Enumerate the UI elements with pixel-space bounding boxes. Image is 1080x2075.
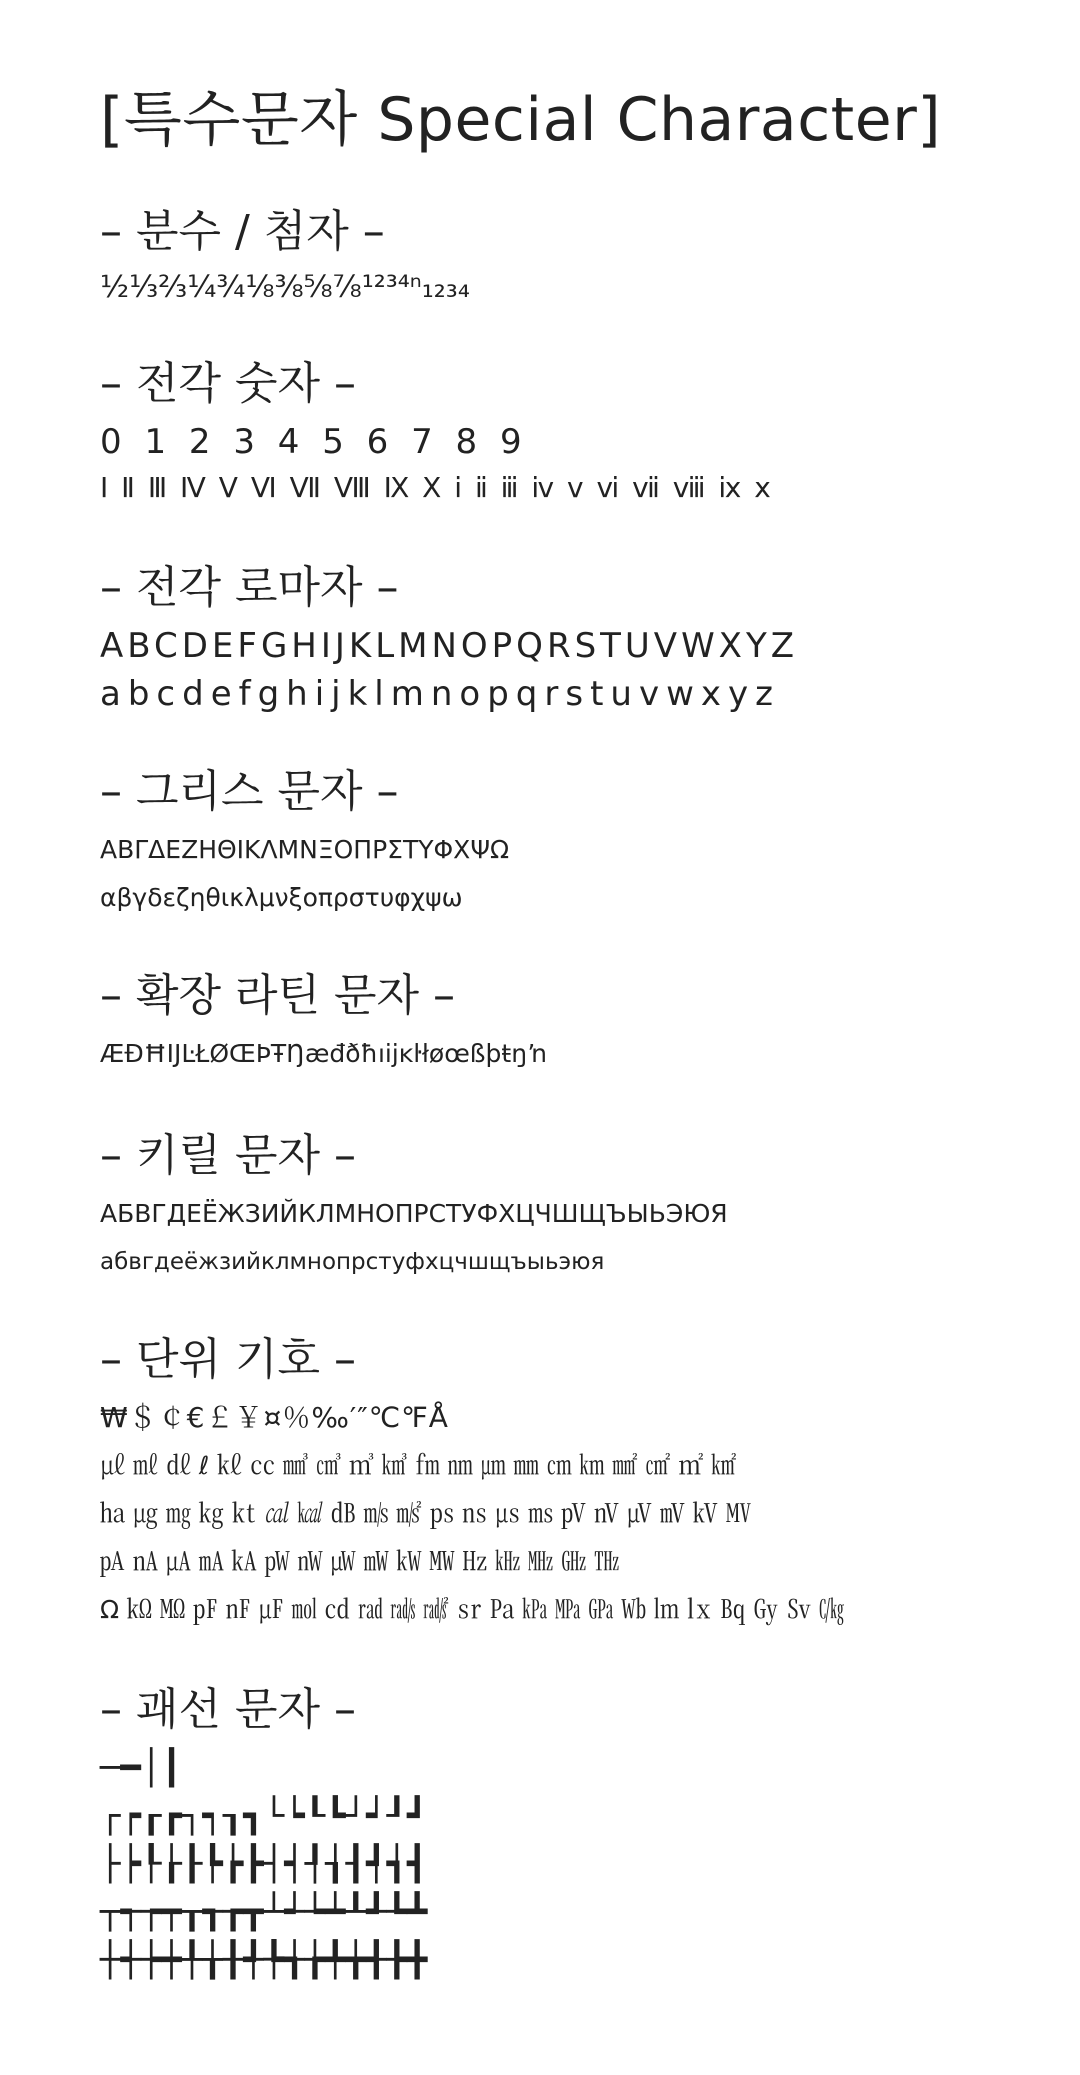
uppercase-greek-glyphs: ΑΒΓΔΕΖΗΘΙΚΛΜΝΞΟΠΡΣΤΥΦΧΨΩ bbox=[100, 835, 510, 864]
uppercase-latin-glyphs: ABCDEFGHIJKLMNOPQRSTUVWXYZ bbox=[100, 626, 799, 666]
extended-latin-glyphs: ÆÐĦĲĿŁØŒÞŦŊæđðħıĳĸŀłøœßþŧŋŉ bbox=[100, 1039, 548, 1068]
section-heading-extended-latin: – 확장 라틴 문자 – bbox=[100, 970, 455, 1021]
misc-scientific-unit-glyphs: Ω ㏀ ㏁ ㎊ ㎋ ㎌ ㏖ ㏅ ㎭ ㎮ ㎯ ㏛ ㎩ ㎪ ㎫ ㎬ ㏝ ㏐ ㏓ ㏃ ㏉ ㏜ ㏆ bbox=[100, 1595, 844, 1624]
section-fractions bbox=[100, 206, 470, 310]
lowercase-latin-glyphs: abcdefghijklmnopqrstuvwxyz bbox=[100, 674, 780, 714]
section-fullwidth-numbers bbox=[100, 358, 773, 510]
page-title: [특수문자 Special Character] bbox=[100, 85, 942, 155]
box-side-tee-glyphs: ├┝┞┟┠┡┢┣┤┥┦┧┨┩┪┫ bbox=[100, 1844, 428, 1884]
section-box-drawing bbox=[100, 1684, 428, 1984]
section-heading-unit-symbols: – 단위 기호 – bbox=[100, 1334, 356, 1385]
section-cyrillic bbox=[100, 1130, 728, 1286]
section-heading-greek: – 그리스 문자 – bbox=[100, 766, 399, 817]
uppercase-cyrillic-glyphs: АБВГДЕЁЖЗИЙКЛМНОПРСТУФХЦЧШЩЪЫЬЭЮЯ bbox=[100, 1199, 728, 1228]
fraction-glyphs: ½⅓⅔¼¾⅛⅜⅝⅞¹²³⁴ⁿ₁₂₃₄ bbox=[100, 270, 470, 305]
section-unit-symbols bbox=[100, 1334, 844, 1634]
lowercase-cyrillic-glyphs: абвгдеёжзийклмнопрстуфхцчшщъыьэюя bbox=[100, 1249, 605, 1275]
section-heading-fullwidth-roman: – 전각 로마자 – bbox=[100, 562, 399, 613]
section-heading-fullwidth-numbers: – 전각 숫자 – bbox=[100, 358, 356, 409]
section-fullwidth-roman bbox=[100, 562, 798, 718]
roman-numeral-glyphs: Ⅰ Ⅱ Ⅲ Ⅳ Ⅴ Ⅵ Ⅶ Ⅷ Ⅸ Ⅹ ⅰ ⅱ ⅲ ⅳ ⅴ ⅵ ⅶ ⅷ ⅸ ⅹ bbox=[100, 471, 773, 504]
digit-glyphs: 0 1 2 3 4 5 6 7 8 9 bbox=[100, 422, 528, 462]
volume-length-unit-glyphs: ㎕ ㎖ ㎗ ℓ ㎘ ㏄ ㎣ ㎤ ㎥ ㎦ ㎙ ㎚ ㎛ ㎜ ㎝ ㎞ ㎟ ㎠ ㎡ ㎢ bbox=[100, 1451, 737, 1480]
section-heading-cyrillic: – 키릴 문자 – bbox=[100, 1130, 356, 1181]
box-line-glyphs: ─━│┃ bbox=[100, 1748, 182, 1788]
box-corner-glyphs: ┌┍┎┏┐┑┒┓└┕┖┗┘┙┚┛ bbox=[100, 1796, 428, 1836]
section-heading-fractions: – 분수 / 첨자 – bbox=[100, 206, 385, 257]
current-power-frequency-unit-glyphs: ㎀ ㎁ ㎂ ㎃ ㎄ ㎺ ㎻ ㎼ ㎽ ㎾ ㎿ ㎐ ㎑ ㎒ ㎓ ㎔ bbox=[100, 1547, 620, 1576]
lowercase-greek-glyphs: αβγδεζηθικλμνξοπρστυφχψω bbox=[100, 883, 463, 912]
currency-symbol-glyphs: ₩＄￠€￡￥¤％‰′″℃℉Å bbox=[100, 1401, 449, 1434]
box-top-bottom-tee-glyphs: ┬┭┮┯┰┱┲┳┴┵┶┷┸┹┺┻ bbox=[100, 1892, 428, 1932]
mass-electric-unit-glyphs: ㏊ ㎍ ㎎ ㎏ ㏏ ㎈ ㎉ ㏈ ㎧ ㎨ ㎰ ㎱ ㎲ ㎳ ㎴ ㎵ ㎶ ㎷ ㎸ ㎹ bbox=[100, 1499, 751, 1528]
box-cross-glyphs: ┼┽┾┿╀╁╂╃╄╅╆╇╈╉╊╋ bbox=[100, 1940, 428, 1980]
section-heading-box-drawing: – 괘선 문자 – bbox=[100, 1684, 356, 1735]
section-extended-latin bbox=[100, 970, 547, 1078]
section-greek bbox=[100, 766, 509, 922]
